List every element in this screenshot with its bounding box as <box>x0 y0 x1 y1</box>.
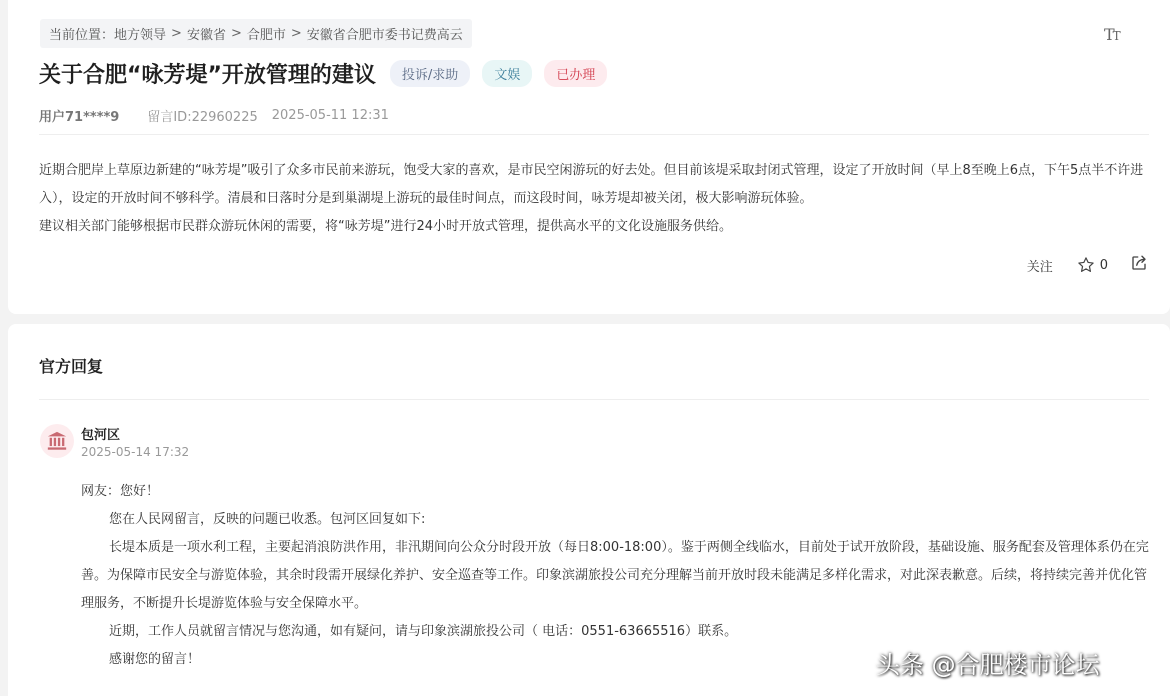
official-reply-heading: 官方回复 <box>39 357 104 376</box>
breadcrumb-separator: > <box>290 26 302 41</box>
tag-category[interactable]: 投诉/求助 <box>390 60 470 87</box>
breadcrumb <box>40 19 472 48</box>
star-icon <box>1077 256 1095 274</box>
reply-paragraph: 长堤本质是一项水利工程，主要起消浪防洪作用，非汛期间向公众分时段开放（每日8:00-18:00）。鉴于两侧全线临水，目前处于试开放阶段，基础设施、服务配套及管理体系仍在完善。为保障市民安全与游览体验，其余时段需开展绿化养护、安全巡查等工作。印象滨湖旅投公司充分理解当前开放时段未能满足多样化需求，对此深表歉意。后续，将持续完善并优化管理服务，不断提升长堤游览体验与安全保障水平。 <box>81 540 1149 611</box>
action-bar <box>1027 254 1148 276</box>
message-paragraph: 建议相关部门能够根据市民群众游玩休闲的需要，将“咏芳堤”进行24小时开放式管理，提供高水平的文化设施服务供给。 <box>39 219 733 234</box>
breadcrumb-separator: > <box>230 26 242 41</box>
tag-topic[interactable]: 文娱 <box>482 60 532 87</box>
user-name: 用户71****9 <box>39 110 120 125</box>
breadcrumb-item-anhui[interactable]: 安徽省 <box>186 28 226 43</box>
reply-paragraph: 感谢您的留言！ <box>109 652 201 667</box>
message-id: 留言ID:22960225 <box>147 110 258 125</box>
divider <box>39 134 1149 135</box>
breadcrumb-item-local-leaders[interactable]: 地方领导 <box>114 28 167 43</box>
favorite-count: 0 <box>1099 257 1108 273</box>
status-badge: 已办理 <box>544 60 607 87</box>
page-title: 关于合肥“咏芳堤”开放管理的建议 <box>39 63 376 88</box>
breadcrumb-prefix: 当前位置： <box>49 28 115 43</box>
breadcrumb-item-leader[interactable]: 安徽省合肥市委书记费高云 <box>306 28 463 43</box>
message-content <box>39 157 1154 241</box>
follow-button[interactable]: 关注 <box>1026 259 1053 275</box>
meta-row <box>39 106 389 125</box>
avatar <box>40 424 74 458</box>
breadcrumb-separator: > <box>171 26 182 41</box>
reply-date: 2025-05-14 17:32 <box>81 445 190 459</box>
government-building-icon <box>46 430 68 452</box>
watermark: 头条 @合肥楼市论坛 <box>876 651 1100 679</box>
reply-department: 包河区 <box>81 428 121 443</box>
share-icon <box>1130 254 1148 272</box>
reply-paragraph: 近期，工作人员就留言情况与您沟通，如有疑问，请与印象滨湖旅投公司（ 电话：0551-63665516）联系。 <box>109 624 738 639</box>
message-paragraph: 近期合肥岸上草原边新建的“咏芳堤”吸引了众多市民前来游玩，饱受大家的喜欢，是市民空闲游玩的好去处。但目前该堤采取封闭式管理，设定了开放时间（早上8至晚上6点，下午5点半不许进入），设定的开放时间不够科学。清晨和日落时分是到巢湖堤上游玩的最佳时间点，而这段时间，咏芳堤却被关闭，极大影响游玩体验。 <box>39 163 1144 206</box>
message-datetime: 2025-05-11 12:31 <box>271 108 389 123</box>
favorite-button[interactable] <box>1077 256 1108 274</box>
title-row <box>39 58 619 89</box>
reply-greeting: 网友：您好！ <box>81 484 160 499</box>
divider <box>39 399 1149 400</box>
font-size-icon[interactable]: TT <box>1104 25 1119 44</box>
breadcrumb-item-hefei[interactable]: 合肥市 <box>246 28 286 43</box>
reply-paragraph: 您在人民网留言，反映的问题已收悉。包河区回复如下: <box>109 512 426 527</box>
share-button[interactable] <box>1130 254 1148 276</box>
